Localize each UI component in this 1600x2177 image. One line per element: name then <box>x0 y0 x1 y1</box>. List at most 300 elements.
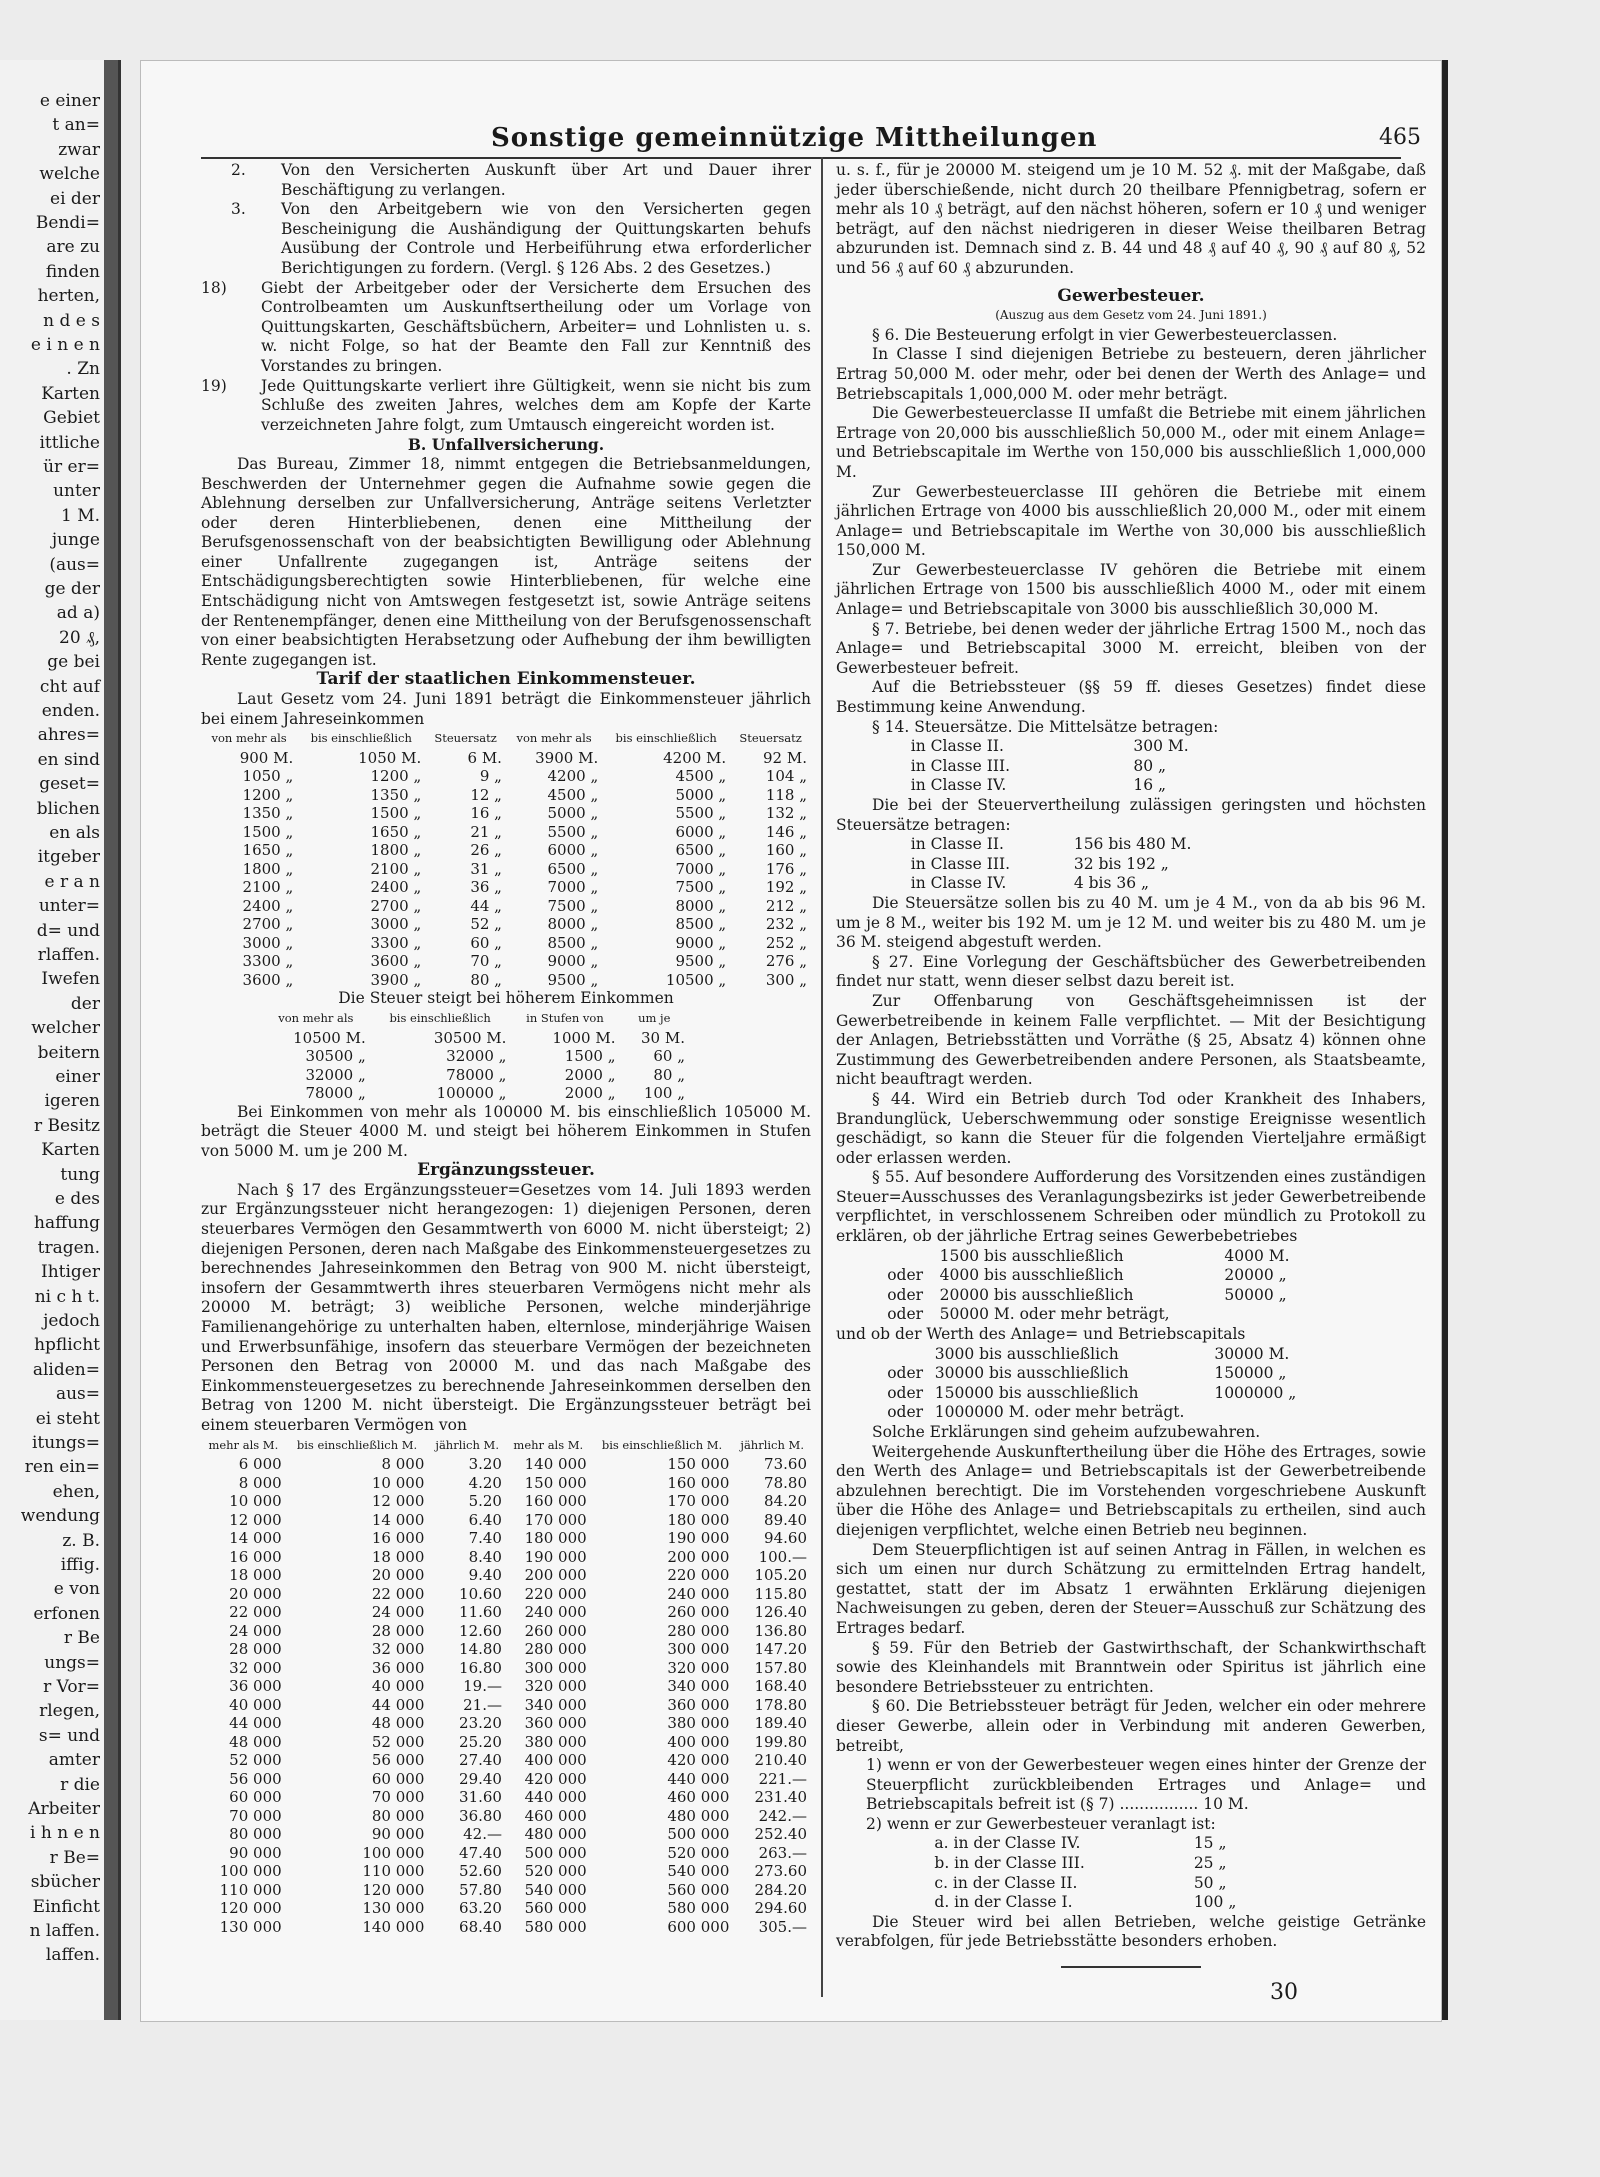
paragraph: § 7. Betriebe, bei denen weder der jährliche Ertrag 1500 M., noch das Anlage= und Betriebscapital 3000 M. erreicht, bleiben von der Gewerbesteuer befreit. <box>836 619 1426 677</box>
table-cell: 600 000 <box>667 1917 730 1936</box>
table-row <box>883 1266 1308 1286</box>
table-cell: 20 000 <box>371 1566 425 1585</box>
paragraph: § 27. Eine Vorlegung der Geschäftsbücher des Gewerbetreibenden findet nur statt, wenn dieser selbst dazu bereit ist. <box>836 952 1426 991</box>
table-cell: 300 „ <box>765 970 807 989</box>
table-cell: 84.20 <box>764 1492 807 1511</box>
margin-fragment: ür er= <box>43 457 100 477</box>
table-header: bis einschließlich M. <box>601 1437 723 1452</box>
table-cell: 105.20 <box>754 1566 807 1585</box>
table-cell: 2700 „ <box>370 896 422 915</box>
table-cell: 380 000 <box>524 1732 587 1751</box>
table-header: von mehr als <box>211 731 287 746</box>
table-cell: 276 „ <box>765 952 807 971</box>
table-cell: 273.60 <box>754 1862 807 1881</box>
margin-fragment: igeren <box>44 1091 100 1112</box>
tarif-title: Tarif der staatlichen Einkommensteuer. <box>316 669 696 690</box>
table-cell: 28 000 <box>229 1640 282 1659</box>
table-cell: 2000 „ <box>564 1084 616 1102</box>
table-cell: 10 000 <box>229 1492 282 1511</box>
table-row <box>907 776 1261 796</box>
table-cell: 2100 „ <box>242 878 294 897</box>
table-cell: 380 000 <box>667 1714 730 1733</box>
table-cell: 40 000 <box>229 1695 282 1714</box>
table-cell: 360 000 <box>667 1695 730 1714</box>
table-row <box>201 878 811 897</box>
table-cell: 25 „ <box>1193 1854 1227 1873</box>
margin-fragment: herten, <box>37 286 100 307</box>
table-cell: 178.80 <box>754 1695 807 1714</box>
table-cell: 52 „ <box>470 915 502 934</box>
margin-fragment: i h n e n <box>30 1823 100 1844</box>
table-header: von mehr als <box>278 1010 354 1025</box>
list-text: Jede Quittungskarte verliert ihre Gültigkeit, wenn sie nicht bis zum Schluße des zweiten Jahres, welches dem am Kopfe der Karte verzeichneten Jahre folgt, zum Umtausch eingereicht worden ist. <box>261 376 811 434</box>
margin-fragment: haffung <box>34 1213 100 1234</box>
table-cell: 580 000 <box>524 1917 587 1936</box>
table-row <box>201 952 811 971</box>
table-header: in Stufen von <box>526 1010 604 1025</box>
table-row <box>201 1751 811 1770</box>
margin-fragment: der <box>70 993 100 1014</box>
table-cell: 12 „ <box>470 785 502 804</box>
table-cell: 1650 „ <box>242 841 294 860</box>
table-cell: 5000 „ <box>547 804 599 823</box>
table-header: Steuersatz <box>434 731 497 746</box>
table-cell: 126.40 <box>754 1603 807 1622</box>
paragraph: Dem Steuerpflichtigen ist auf seinen Antrag in Fällen, in welchen es sich um einen nur durch Schätzung zu ermittelnden Ertrag handelt, gestattet, statt der im Absatz 1 erwähnten Erklärung diejenigen Nachweisungen zu geben, deren der Steuer=Ausschuß zur Schätzung des Ertrages bedarf. <box>836 1540 1426 1637</box>
table-row <box>201 1862 811 1881</box>
margin-fragment: hpflicht <box>34 1335 100 1356</box>
table-cell: 140 000 <box>362 1917 425 1936</box>
table-cell: 26 „ <box>470 841 502 860</box>
table-row <box>883 1286 1308 1306</box>
table-cell: 50000 „ <box>1224 1285 1287 1304</box>
margin-fragment: wendung <box>20 1506 100 1527</box>
table-cell: 242.— <box>758 1806 807 1825</box>
table-row <box>201 1474 811 1493</box>
table-cell: 7000 „ <box>675 859 727 878</box>
table-cell: 320 000 <box>667 1658 730 1677</box>
table-cell: 70 „ <box>470 952 502 971</box>
table-cell: 1650 „ <box>370 822 422 841</box>
table-row <box>201 1677 811 1696</box>
margin-fragment: tragen. <box>37 1237 100 1258</box>
table-cell: 280 000 <box>667 1621 730 1640</box>
tarif-table <box>201 729 811 989</box>
table-cell: 10500 „ <box>665 970 727 989</box>
table-cell: 170 000 <box>524 1510 587 1529</box>
table-cell: 340 000 <box>667 1677 730 1696</box>
table-cell: 500 000 <box>667 1825 730 1844</box>
margin-fragment: ehen, <box>52 1481 100 1502</box>
table-cell: 100.— <box>758 1547 807 1566</box>
table-cell: 6500 „ <box>675 841 727 860</box>
table-cell: 300 M. <box>1133 737 1189 756</box>
table-cell: 180 000 <box>524 1529 587 1548</box>
table-cell: 252.40 <box>754 1825 807 1844</box>
list-number: 18) <box>201 278 227 297</box>
table-cell: 100 000 <box>362 1843 425 1862</box>
table-cell: 1200 „ <box>242 785 294 804</box>
margin-fragment: enden. <box>41 701 100 721</box>
table-cell: 8.40 <box>468 1547 502 1566</box>
table-cell: 4500 „ <box>547 785 599 804</box>
table-row <box>883 1305 1308 1325</box>
table-row <box>201 1714 811 1733</box>
table-cell: 36 000 <box>371 1658 425 1677</box>
table-cell: 2700 „ <box>242 915 294 934</box>
table-cell: 8000 „ <box>547 915 599 934</box>
table-cell: 80 „ <box>653 1065 685 1084</box>
page-edge <box>1442 60 1448 2020</box>
table-cell: 200 000 <box>524 1566 587 1585</box>
table-cell: 150 000 <box>667 1455 730 1474</box>
table-header: jährlich M. <box>740 1437 804 1452</box>
table-cell: 1500 „ <box>564 1047 616 1065</box>
margin-fragment: en sind <box>37 749 100 770</box>
table-row <box>201 1548 811 1567</box>
table-cell: 7500 „ <box>547 896 599 915</box>
table-cell: 20000 bis ausschließlich <box>939 1285 1134 1304</box>
table-row <box>201 1603 811 1622</box>
table-cell: 200 000 <box>667 1547 730 1566</box>
table-row <box>201 1566 811 1585</box>
table-cell: 1350 „ <box>242 804 294 823</box>
table-cell: 3300 „ <box>370 933 422 952</box>
table-cell: 192 „ <box>765 878 807 897</box>
table-cell: 50 „ <box>1193 1873 1227 1892</box>
margin-fragment: iffig. <box>60 1555 100 1575</box>
margin-fragment: ge bei <box>47 652 100 673</box>
table-cell: 100 000 <box>219 1862 282 1881</box>
table-cell: 176 „ <box>765 859 807 878</box>
table-cell: 78000 „ <box>305 1084 366 1102</box>
paragraph: § 60. Die Betriebssteuer beträgt für Jeden, welcher ein oder mehrere dieser Gewerbe, allein oder in Verbindung mit anderen Gewerben, betreibt, <box>836 1697 1426 1755</box>
table-row <box>201 1825 811 1844</box>
table-cell: 189.40 <box>754 1714 807 1733</box>
table-row <box>201 1770 811 1789</box>
table-cell: 89.40 <box>764 1510 807 1529</box>
table-cell: 104 „ <box>765 767 807 786</box>
table-cell: 480 000 <box>667 1806 730 1825</box>
table-cell: 10.60 <box>459 1584 502 1603</box>
table-cell: 1500 bis ausschließlich <box>939 1246 1124 1265</box>
table-row <box>201 749 811 768</box>
table-cell: 44 000 <box>371 1695 425 1714</box>
margin-fragment: rlegen, <box>39 1701 100 1722</box>
table-cell <box>883 1247 935 1267</box>
margin-fragment: itgeber <box>37 847 100 868</box>
margin-fragment: r Vor= <box>43 1677 100 1697</box>
table-cell: 170 000 <box>667 1492 730 1511</box>
margin-fragment: Ihtiger <box>40 1262 100 1283</box>
margin-fragment: r Be= <box>49 1847 100 1868</box>
tarif-intro: Laut Gesetz vom 24. Juni 1891 beträgt die Einkommensteuer jährlich bei einem Jahreseinkommen <box>201 690 811 728</box>
range-table <box>907 835 1261 894</box>
list-number: 3. <box>231 200 246 219</box>
table-cell: 146 „ <box>765 822 807 841</box>
table-row <box>930 1854 1272 1874</box>
table-cell: 22 000 <box>371 1584 425 1603</box>
table-cell: 210.40 <box>754 1751 807 1770</box>
table-cell: 190 000 <box>524 1547 587 1566</box>
table-cell: 232 „ <box>765 915 807 934</box>
table-cell: 44 000 <box>229 1714 282 1733</box>
table-cell: 30000 bis ausschließlich <box>934 1364 1129 1383</box>
table-cell: 20 000 <box>229 1584 282 1603</box>
table-cell: 580 000 <box>667 1899 730 1918</box>
table-cell: 24 000 <box>371 1603 425 1622</box>
table-cell: 90 000 <box>229 1843 282 1862</box>
table-cell: 3600 „ <box>242 970 294 989</box>
table-cell: 140 000 <box>524 1455 587 1474</box>
table-cell: in Classe II. <box>910 835 1004 854</box>
table-cell: 30000 M. <box>1214 1344 1290 1363</box>
table-cell: 80 „ <box>1133 756 1167 775</box>
end-rule <box>1061 1966 1201 1968</box>
table-cell: 1000000 „ <box>1214 1383 1297 1402</box>
table-cell: 25.20 <box>459 1732 502 1751</box>
margin-fragment: finden <box>45 261 100 282</box>
table-cell: 4000 M. <box>1224 1246 1290 1265</box>
table-cell: 9.40 <box>468 1566 502 1585</box>
table-header: bis einschließlich <box>389 1010 491 1025</box>
table-cell: 4.20 <box>468 1473 502 1492</box>
table-cell: 31 „ <box>470 859 502 878</box>
section-b-title: B. Unfallversicherung. <box>407 435 605 455</box>
table-row <box>883 1364 1308 1384</box>
table-cell: 160 „ <box>765 841 807 860</box>
kapital-table <box>883 1345 1308 1423</box>
table-cell: 2400 „ <box>370 878 422 897</box>
table-cell: 12 000 <box>371 1492 425 1511</box>
table-cell: 1800 „ <box>242 859 294 878</box>
margin-fragment: geset= <box>39 774 100 795</box>
table-cell: 3000 bis ausschließlich <box>934 1344 1119 1363</box>
margin-fragment: ittliche <box>39 432 100 453</box>
table-cell: 520 000 <box>524 1862 587 1881</box>
table-cell: in Classe IV. <box>910 776 1007 795</box>
margin-fragment: r die <box>60 1774 100 1795</box>
margin-fragment: laffen. <box>45 1945 100 1966</box>
table-row <box>930 1874 1272 1894</box>
table-cell: 3900 M. <box>535 748 599 767</box>
table-cell: 900 M. <box>239 748 294 767</box>
table-cell: 156 bis 480 M. <box>1073 835 1192 854</box>
gew-title: Gewerbesteuer. <box>1057 285 1205 306</box>
table-cell: 3300 „ <box>242 952 294 971</box>
table-header-row <box>262 1009 689 1029</box>
table-cell: 9500 „ <box>675 952 727 971</box>
table-cell: 260 000 <box>667 1603 730 1622</box>
table-cell: 14 000 <box>229 1529 282 1548</box>
margin-fragment: 20 ₰, <box>59 627 100 648</box>
table-cell: 42.— <box>463 1825 502 1844</box>
table-cell: 190 000 <box>667 1529 730 1548</box>
table-cell: 18 000 <box>371 1547 425 1566</box>
header-rule <box>201 157 1401 159</box>
table-cell: 220 000 <box>667 1566 730 1585</box>
table-cell: 78.80 <box>764 1473 807 1492</box>
table-cell: 16 „ <box>1133 776 1167 795</box>
table-cell: 120 000 <box>219 1899 282 1918</box>
table-cell: 14 000 <box>371 1510 425 1529</box>
table-row <box>201 1622 811 1641</box>
table-cell: oder <box>887 1403 924 1422</box>
table-row <box>262 1047 689 1066</box>
table-cell: 212 „ <box>765 896 807 915</box>
table-cell: 10500 M. <box>293 1028 366 1047</box>
margin-fragment: . Zn <box>66 359 100 380</box>
table-cell: oder <box>887 1285 924 1304</box>
margin-fragment: beitern <box>37 1042 100 1063</box>
table-cell: 9000 „ <box>675 933 727 952</box>
left-column <box>201 161 811 1936</box>
table-row <box>201 915 811 934</box>
table-cell: 100 „ <box>643 1084 685 1102</box>
table-cell: 460 000 <box>524 1806 587 1825</box>
paragraph: Die Gewerbesteuerclasse II umfaßt die Betriebe mit einem jährlichen Ertrage von 20,000 bis ausschließlich 50,000 M., oder mit einem Anlage= und Betriebscapitale im Werthe von 150,000 bis ausschließlich 1,000,000 M. <box>836 404 1426 481</box>
table-cell: 24 000 <box>229 1621 282 1640</box>
table-cell: 420 000 <box>524 1769 587 1788</box>
table-cell: 480 000 <box>524 1825 587 1844</box>
table-row <box>907 737 1261 757</box>
table-cell: 3000 „ <box>370 915 422 934</box>
table-cell: 540 000 <box>524 1880 587 1899</box>
margin-fragment: sbücher <box>30 1872 100 1893</box>
table-cell: 52 000 <box>371 1732 425 1751</box>
table-cell: 7000 „ <box>547 878 599 897</box>
table-cell: 11.60 <box>459 1603 502 1622</box>
table-cell: 7.40 <box>468 1529 502 1548</box>
table-cell <box>1210 1403 1308 1423</box>
table-cell: 32 bis 192 „ <box>1073 854 1169 873</box>
margin-fragment: Einficht <box>32 1896 100 1917</box>
margin-fragment: e einer <box>39 91 100 111</box>
table-row <box>201 1640 811 1659</box>
table-cell: 150000 bis ausschließlich <box>934 1383 1139 1402</box>
table-header: bis einschließlich M. <box>296 1437 418 1452</box>
table-cell: 6000 „ <box>547 841 599 860</box>
table-cell: 3000 „ <box>242 933 294 952</box>
table-row <box>930 1834 1272 1854</box>
table-cell: 500 000 <box>524 1843 587 1862</box>
table-cell: 20000 „ <box>1224 1266 1287 1285</box>
table-cell: 460 000 <box>667 1788 730 1807</box>
table-cell: 70 000 <box>371 1788 425 1807</box>
table-cell: 31.60 <box>459 1788 502 1807</box>
s14-intro: § 14. Steuersätze. Die Mittelsätze betragen: <box>872 717 1219 736</box>
running-title: Sonstige gemeinnützige Mittheilungen <box>491 123 1098 153</box>
table-cell: 260 000 <box>524 1621 587 1640</box>
table-header: bis einschließlich <box>615 731 717 746</box>
table-cell: 9 „ <box>479 767 502 786</box>
margin-fragment: ei der <box>50 188 100 209</box>
kapital-intro: und ob der Werth des Anlage= und Betriebscapitals <box>836 1325 1246 1344</box>
table-cell: 8500 „ <box>675 915 727 934</box>
margin-fragment: Karten <box>41 1140 100 1161</box>
table-cell: oder <box>887 1364 924 1383</box>
table-cell: 23.20 <box>459 1714 502 1733</box>
table-cell: 221.— <box>758 1769 807 1788</box>
table-cell: c. in der Classe II. <box>934 1873 1078 1892</box>
table-cell: 15 „ <box>1193 1834 1227 1853</box>
ertrag-table <box>883 1247 1308 1325</box>
table-cell: 540 000 <box>667 1862 730 1881</box>
table-cell: 160 000 <box>524 1492 587 1511</box>
table-row <box>262 1066 689 1085</box>
table-cell: 132 „ <box>765 804 807 823</box>
table-cell: 36 000 <box>229 1677 282 1696</box>
table-cell: 6500 „ <box>547 859 599 878</box>
margin-fragment: are zu <box>46 237 100 258</box>
table-cell: 8000 „ <box>675 896 727 915</box>
margin-fragment: ungs= <box>44 1652 100 1673</box>
table-cell: 440 000 <box>667 1769 730 1788</box>
margin-fragment: unter= <box>38 896 100 917</box>
table-cell <box>883 1345 931 1365</box>
gew-subtitle: (Auszug aus dem Gesetz vom 24. Juni 1891.) <box>995 308 1267 323</box>
margin-fragment: erfonen <box>33 1603 100 1624</box>
table-cell: 6 000 <box>238 1455 282 1474</box>
table-header: jährlich M. <box>435 1437 499 1452</box>
table-cell: 56 000 <box>229 1769 282 1788</box>
table-row <box>201 1585 811 1604</box>
table-row <box>907 874 1261 894</box>
table-cell: 48 000 <box>229 1732 282 1751</box>
table-cell: 8 000 <box>238 1473 282 1492</box>
table-cell: 560 000 <box>667 1880 730 1899</box>
table-cell: 1350 „ <box>370 785 422 804</box>
table-cell: 50000 M. oder mehr beträgt, <box>939 1305 1170 1324</box>
margin-fragment: ahres= <box>37 725 100 746</box>
table-cell: 30500 „ <box>305 1047 366 1065</box>
section-b-text: Das Bureau, Zimmer 18, nimmt entgegen die Betriebsanmeldungen, Beschwerden der Unternehmer gegen die Aufnahme sowie gegen die Ablehnung derselben zur Unfallversicherung, Anträge seitens Verletzter oder deren Hinterbliebenen, denen eine Mittheilung der Berufsgenossenschaft von der beabsichtigten Bewilligung oder Ablehnung einer Unfallrente zugegangen ist, Anträge seitens der Entschädigungsberechtigten sowie Hinterbliebenen, für welche eine Entschädigung nicht von Amtswegen festgesetzt ist, sowie Anträge seitens der Rentenempfänger, denen eine Mittheilung von der Berufsgenossenschaft von einer beabsichtigten Herabsetzung oder Aufhebung der ihm bewilligten Rente zugegangen ist. <box>201 454 811 669</box>
right-intro: u. s. f., für je 20000 M. steigend um je 10 M. 52 ₰. mit der Maßgabe, daß jeder überschießende, nicht durch 20 theilbare Pfennigbetrag, sofern er mehr als 10 ₰ beträgt, auf den nächst höheren, sofern er 10 ₰ und weniger beträgt, auf den nächst niedrigeren in dieser Weise theilbaren Betrag abzurunden ist. Demnach sind z. B. 44 und 48 ₰ auf 40 ₰, 90 ₰ auf 80 ₰, 52 und 56 ₰ auf 60 ₰ abzurunden. <box>836 161 1426 277</box>
page-header <box>141 123 1441 153</box>
table-row <box>930 1893 1272 1913</box>
table-header: mehr als M. <box>513 1437 584 1452</box>
table-row <box>201 1881 811 1900</box>
list-number: 2. <box>231 161 246 179</box>
margin-fragment: welcher <box>31 1018 100 1039</box>
binding-gutter <box>104 60 118 2020</box>
table-cell: in Classe II. <box>910 737 1004 756</box>
margin-fragment: junge <box>51 530 100 551</box>
table-header: bis einschließlich <box>310 731 412 746</box>
list-text: Von den Versicherten Auskunft über Art und Dauer ihrer Beschäftigung zu verlangen. <box>281 161 811 199</box>
margin-fragment: Gebiet <box>43 408 100 429</box>
margin-fragment: aliden= <box>32 1359 100 1380</box>
table-row <box>262 1029 689 1048</box>
table-header-row <box>201 729 811 749</box>
erg-table <box>201 1436 811 1937</box>
table-row <box>907 835 1261 855</box>
table-row <box>201 1455 811 1474</box>
column-rule <box>821 157 823 1997</box>
margin-fragment: zwar <box>58 139 100 160</box>
table-header-row <box>201 1436 811 1456</box>
table-cell: 21.— <box>463 1695 502 1714</box>
table-cell: 14.80 <box>459 1640 502 1659</box>
table-cell: 57.80 <box>459 1880 502 1899</box>
margin-fragment: cht auf <box>39 676 100 697</box>
margin-fragment: jedoch <box>43 1311 100 1331</box>
table-row <box>883 1345 1308 1365</box>
table-cell: 32 000 <box>371 1640 425 1659</box>
table-cell: 1500 „ <box>370 804 422 823</box>
table-cell: 80 „ <box>470 970 502 989</box>
table-cell: 3600 „ <box>370 952 422 971</box>
